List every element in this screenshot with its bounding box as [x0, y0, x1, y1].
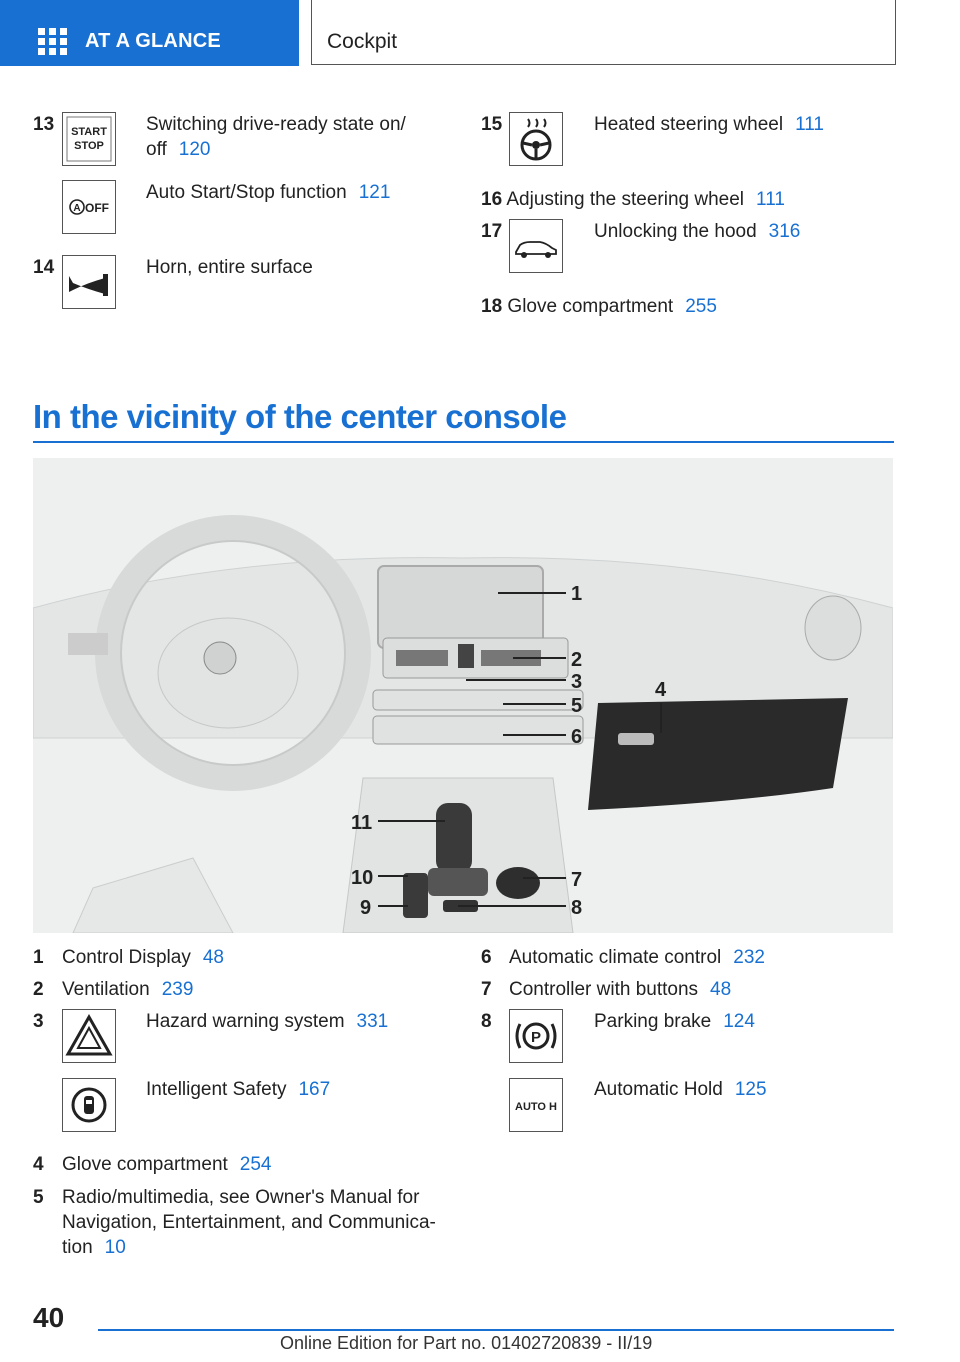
entry-text — [594, 1009, 755, 1034]
auto-hold-label: AUTO H — [515, 1101, 557, 1113]
entry-label-line1: Radio/multimedia, see Owner's Manual for — [62, 1187, 420, 1208]
page-ref-link[interactable]: 167 — [298, 1079, 331, 1100]
legend-item — [33, 977, 44, 1002]
entry-label: Hazard warning system — [146, 1011, 345, 1032]
page-ref-link[interactable]: 316 — [768, 221, 801, 242]
page-ref-link[interactable]: 48 — [202, 947, 224, 968]
callout-2: 2 — [571, 649, 583, 671]
entry-number: 14 — [33, 257, 55, 278]
legend-item — [481, 977, 492, 1002]
entry-text — [62, 1185, 436, 1260]
callout-5: 5 — [571, 695, 583, 717]
entry-text — [481, 294, 717, 319]
entry-number: 15 — [481, 114, 503, 135]
entry-text — [594, 112, 824, 137]
page-ref-link[interactable]: 232 — [733, 947, 765, 968]
intelligent-safety-icon — [62, 1078, 116, 1132]
page-ref-link[interactable]: 239 — [161, 979, 194, 1000]
entry-number: 18 — [481, 296, 503, 317]
callout-7: 7 — [571, 869, 583, 891]
page-number: 40 — [33, 1302, 65, 1333]
page-ref-link[interactable]: 331 — [356, 1011, 389, 1032]
entry-number: 2 — [33, 979, 44, 1000]
entry-number: 5 — [33, 1187, 44, 1208]
section-label: AT A GLANCE — [85, 30, 221, 52]
legend-item — [33, 1185, 44, 1210]
parking-brake-icon — [509, 1009, 563, 1063]
callout-6: 6 — [571, 726, 583, 748]
page-ref-link[interactable]: 111 — [756, 189, 785, 210]
page-ref-link[interactable]: 124 — [723, 1011, 755, 1032]
start-label: START — [71, 126, 107, 138]
entry-label: Auto Start/Stop function — [146, 182, 347, 203]
entry-label: Unlocking the hood — [594, 221, 757, 242]
page-ref-link[interactable]: 48 — [710, 979, 732, 1000]
start-stop-icon — [62, 112, 116, 166]
entry-text — [62, 977, 193, 1002]
entry-text — [62, 945, 224, 970]
entry-number: 13 — [33, 114, 55, 135]
entry-label: Adjusting the steering wheel — [506, 189, 745, 210]
entry-number: 6 — [481, 947, 492, 968]
page-ref-link[interactable]: 254 — [239, 1154, 272, 1175]
entry-label: Glove compartment — [62, 1154, 228, 1175]
entry-text — [146, 180, 390, 205]
entry-text — [594, 1077, 767, 1102]
entry-number: 17 — [481, 221, 503, 242]
page-ref-link[interactable]: 125 — [734, 1079, 767, 1100]
page-ref-link[interactable]: 120 — [178, 139, 211, 160]
callout-9: 9 — [360, 897, 372, 919]
center-console-illustration — [33, 458, 893, 933]
entry-text — [146, 112, 406, 162]
svg-text:A: A — [73, 203, 81, 214]
entry-label: Controller with buttons — [509, 979, 699, 1000]
grid-menu-icon — [38, 28, 68, 54]
stop-label: STOP — [74, 140, 104, 152]
entry-label-line2: Navigation, Entertainment, and Communica- — [62, 1212, 436, 1233]
section-tab[interactable] — [0, 0, 299, 66]
entry-label: Ventilation — [62, 979, 150, 1000]
entry-label: Automatic Hold — [594, 1079, 723, 1100]
entry-text — [146, 1009, 388, 1034]
heated-steering-wheel-icon — [509, 112, 563, 166]
entry-number: 3 — [33, 1011, 44, 1032]
callout-3: 3 — [571, 671, 583, 693]
entry-label: Horn, entire surface — [146, 257, 313, 278]
edition-footer: Online Edition for Part no. 01402720839 - II/19 — [280, 1333, 653, 1353]
callout-10: 10 — [351, 867, 374, 889]
entry-number: 8 — [481, 1011, 492, 1032]
entry-text — [481, 187, 785, 212]
entry-label: Parking brake — [594, 1011, 712, 1032]
page-ref-link[interactable]: 255 — [685, 296, 717, 317]
legend-item — [33, 945, 44, 970]
entry-label: Switching drive-ready state on/ — [146, 114, 406, 135]
entry-label: Control Display — [62, 947, 191, 968]
entry-text — [594, 219, 800, 244]
entry-number: 16 — [481, 189, 503, 210]
entry-label-line3: tion — [62, 1237, 93, 1258]
page-ref-link[interactable]: 111 — [795, 114, 824, 135]
section-heading: In the vicinity of the center console — [33, 398, 567, 435]
section-divider — [33, 441, 894, 443]
entry-label: Glove compartment — [507, 296, 674, 317]
entry-label: Intelligent Safety — [146, 1079, 287, 1100]
entry-label: Automatic climate control — [509, 947, 722, 968]
legend-item — [33, 1152, 44, 1177]
page-ref-link[interactable]: 121 — [358, 182, 391, 203]
callout-11: 11 — [351, 812, 373, 834]
footer-divider — [98, 1329, 894, 1331]
car-hood-icon — [509, 219, 563, 273]
entry-label: Heated steering wheel — [594, 114, 784, 135]
entry-number: 4 — [33, 1154, 44, 1175]
automatic-hold-icon — [509, 1078, 563, 1132]
callout-8: 8 — [571, 897, 583, 919]
entry-label-cont: off — [146, 139, 167, 160]
entry-text — [509, 945, 765, 970]
callout-1: 1 — [571, 583, 583, 605]
page-title-box — [311, 0, 896, 65]
entry-number: 1 — [33, 947, 44, 968]
callout-4: 4 — [655, 679, 667, 701]
hazard-warning-icon — [62, 1009, 116, 1063]
entry-text — [146, 1077, 330, 1102]
horn-icon — [62, 255, 116, 309]
legend-item — [481, 945, 492, 970]
entry-text — [146, 255, 313, 280]
entry-number: 7 — [481, 979, 492, 1000]
entry-text — [62, 1152, 272, 1177]
off-label: OFF — [85, 201, 109, 215]
entry-text — [509, 977, 731, 1002]
page-title: Cockpit — [327, 30, 398, 53]
svg-text:P: P — [530, 1029, 542, 1046]
auto-start-stop-off-icon — [62, 180, 116, 234]
page-ref-link[interactable]: 10 — [104, 1237, 126, 1258]
